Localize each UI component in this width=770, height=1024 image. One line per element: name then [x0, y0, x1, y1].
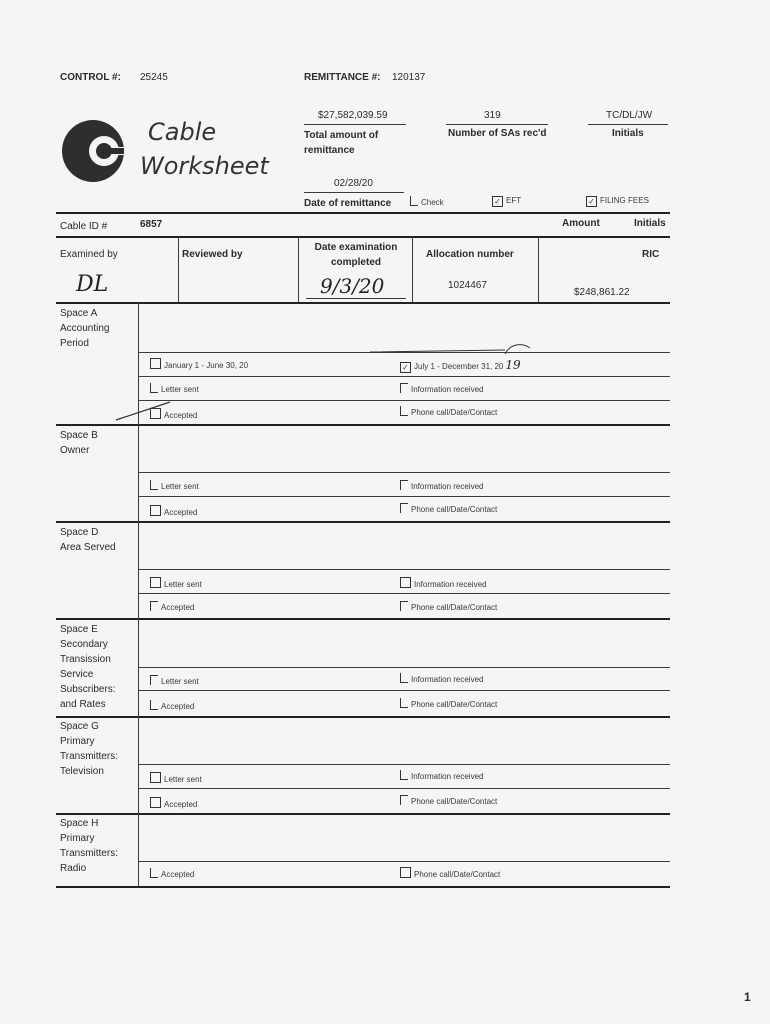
space-d-letter-sent[interactable] [150, 577, 202, 589]
space-b-phone-label: Phone call/Date/Contact [411, 505, 498, 514]
cable-id-value: 6857 [140, 219, 163, 230]
space-b-phone-checkbox[interactable] [400, 503, 408, 513]
space-a-letter-sent-label: Letter sent [161, 385, 199, 394]
check-label: Check [421, 198, 444, 207]
space-g-info-received[interactable] [400, 770, 483, 781]
remittance-number-value: 120137 [392, 72, 426, 83]
space-d-phone-checkbox[interactable] [400, 601, 408, 611]
space-b-accepted-checkbox[interactable] [150, 505, 161, 516]
space-g-accepted-checkbox[interactable] [150, 797, 161, 808]
space-b-info-received-checkbox[interactable] [400, 480, 408, 490]
cable-logo-icon [60, 118, 132, 184]
space-b-letter-sent-checkbox[interactable] [150, 480, 158, 490]
space-e-label: Space E Secondary Transission Service Subscribers: and Rates [60, 624, 116, 710]
examined-by-label: Examined by [60, 249, 118, 260]
initials-value: TC/DL/JW [606, 110, 653, 121]
space-d-phone-label: Phone call/Date/Contact [411, 603, 498, 612]
space-g-label: Space G Primary Transmitters: Television [60, 721, 118, 777]
space-d-info-received[interactable] [400, 577, 486, 589]
space-b-letter-sent[interactable] [150, 480, 199, 491]
space-g-info-received-checkbox[interactable] [400, 770, 408, 780]
space-b-info-received-label: Information received [411, 482, 484, 491]
space-g-letter-sent[interactable] [150, 772, 202, 784]
space-e-accepted-checkbox[interactable] [150, 700, 158, 710]
space-e-info-received-checkbox[interactable] [400, 673, 408, 683]
remittance-number-label: REMITTANCE #: [304, 72, 381, 83]
space-d-label: Space D Area Served [60, 527, 116, 553]
remittance-amount-value: $27,582,039.59 [318, 110, 388, 121]
period-jul-dec-checkbox-checked[interactable]: ✓ [400, 362, 411, 373]
period-jan-jun-label: January 1 - June 30, 20 [164, 361, 249, 370]
eft-checkbox-checked[interactable]: ✓ [492, 196, 503, 207]
pen-strikethrough-marks [110, 340, 550, 430]
space-g-info-received-label: Information received [411, 772, 484, 781]
logo-title-worksheet: Worksheet [140, 152, 269, 180]
control-value: 25245 [140, 72, 168, 83]
space-d-letter-sent-label: Letter sent [164, 580, 202, 589]
space-h-accepted-label: Accepted [161, 870, 195, 879]
space-d-info-received-checkbox[interactable] [400, 577, 411, 588]
space-h-phone-label: Phone call/Date/Contact [414, 870, 501, 879]
page-mark: 1 [744, 990, 751, 1004]
control-label: CONTROL #: [60, 72, 121, 83]
space-a-label: Space A Accounting Period [60, 308, 110, 349]
space-e-info-received[interactable] [400, 673, 483, 684]
space-e-letter-sent-checkbox[interactable] [150, 675, 158, 685]
space-d-letter-sent-checkbox[interactable] [150, 577, 161, 588]
space-h-phone-checkbox[interactable] [400, 867, 411, 878]
initials-label: Initials [612, 128, 644, 139]
filing-fees-label: FILING FEES [600, 196, 649, 205]
space-g-letter-sent-label: Letter sent [164, 775, 202, 784]
space-a-accepted-label: Accepted [164, 411, 198, 420]
space-b-phone[interactable] [400, 503, 497, 514]
space-h-label: Space H Primary Transmitters: Radio [60, 818, 118, 874]
space-h-accepted[interactable] [150, 868, 194, 879]
date-exam-value: 9/3/20 [320, 274, 385, 298]
amount-label: Amount [562, 218, 600, 229]
space-e-info-received-label: Information received [411, 675, 484, 684]
space-b-info-received[interactable] [400, 480, 483, 491]
space-h-phone[interactable] [400, 867, 500, 879]
space-g-accepted-label: Accepted [164, 800, 198, 809]
space-d-phone[interactable] [400, 601, 497, 612]
remittance-amount-label: Total amount of remittance [304, 130, 379, 156]
space-d-info-received-label: Information received [414, 580, 487, 589]
space-a-info-received-label: Information received [411, 385, 484, 394]
filing-fees-checkbox-checked[interactable]: ✓ [586, 196, 597, 207]
space-d-accepted-label: Accepted [161, 603, 195, 612]
space-g-phone-label: Phone call/Date/Contact [411, 797, 498, 806]
check-checkbox[interactable] [410, 196, 418, 206]
initials-column-label: Initials [634, 218, 666, 229]
examined-by-initials: DL [76, 272, 109, 297]
space-e-phone[interactable] [400, 698, 497, 709]
logo-title-cable: Cable [148, 118, 217, 146]
period-year-value: 19 [505, 358, 521, 372]
eft-option[interactable] [492, 196, 521, 207]
date-exam-label: Date examination completed [314, 242, 398, 268]
space-d-accepted-checkbox[interactable] [150, 601, 158, 611]
eft-label: EFT [506, 196, 522, 205]
allocation-number-label: Allocation number [426, 249, 514, 260]
space-b-accepted-label: Accepted [164, 508, 198, 517]
space-e-phone-checkbox[interactable] [400, 698, 408, 708]
space-b-accepted[interactable] [150, 505, 197, 517]
ric-label: RIC [642, 249, 660, 260]
remittance-date-label: Date of remittance [304, 198, 392, 209]
check-option[interactable] [410, 196, 444, 207]
space-b-letter-sent-label: Letter sent [161, 482, 199, 491]
space-e-accepted[interactable] [150, 700, 194, 711]
reviewed-by-label: Reviewed by [182, 249, 243, 260]
sa-count-label: Number of SAs rec'd [448, 128, 547, 139]
space-b-label: Space B Owner [60, 430, 98, 456]
space-h-accepted-checkbox[interactable] [150, 868, 158, 878]
space-e-letter-sent[interactable] [150, 675, 199, 686]
space-g-phone-checkbox[interactable] [400, 795, 408, 805]
allocation-number-value: 1024467 [448, 280, 487, 291]
space-g-letter-sent-checkbox[interactable] [150, 772, 161, 783]
space-g-phone[interactable] [400, 795, 497, 806]
space-e-accepted-label: Accepted [161, 702, 195, 711]
space-a-phone-label: Phone call/Date/Contact [411, 408, 498, 417]
space-e-letter-sent-label: Letter sent [161, 677, 199, 686]
cable-id-label: Cable ID # [60, 221, 108, 232]
allocated-amount-value: $248,861.22 [574, 287, 630, 298]
space-d-accepted[interactable] [150, 601, 194, 612]
filing-fees-option[interactable] [586, 196, 649, 207]
space-e-phone-label: Phone call/Date/Contact [411, 700, 498, 709]
sa-count-value: 319 [484, 110, 501, 121]
period-jul-dec-label: July 1 - December 31, 20 [414, 362, 504, 371]
remittance-date-value: 02/28/20 [334, 178, 373, 189]
space-g-accepted[interactable] [150, 797, 197, 809]
